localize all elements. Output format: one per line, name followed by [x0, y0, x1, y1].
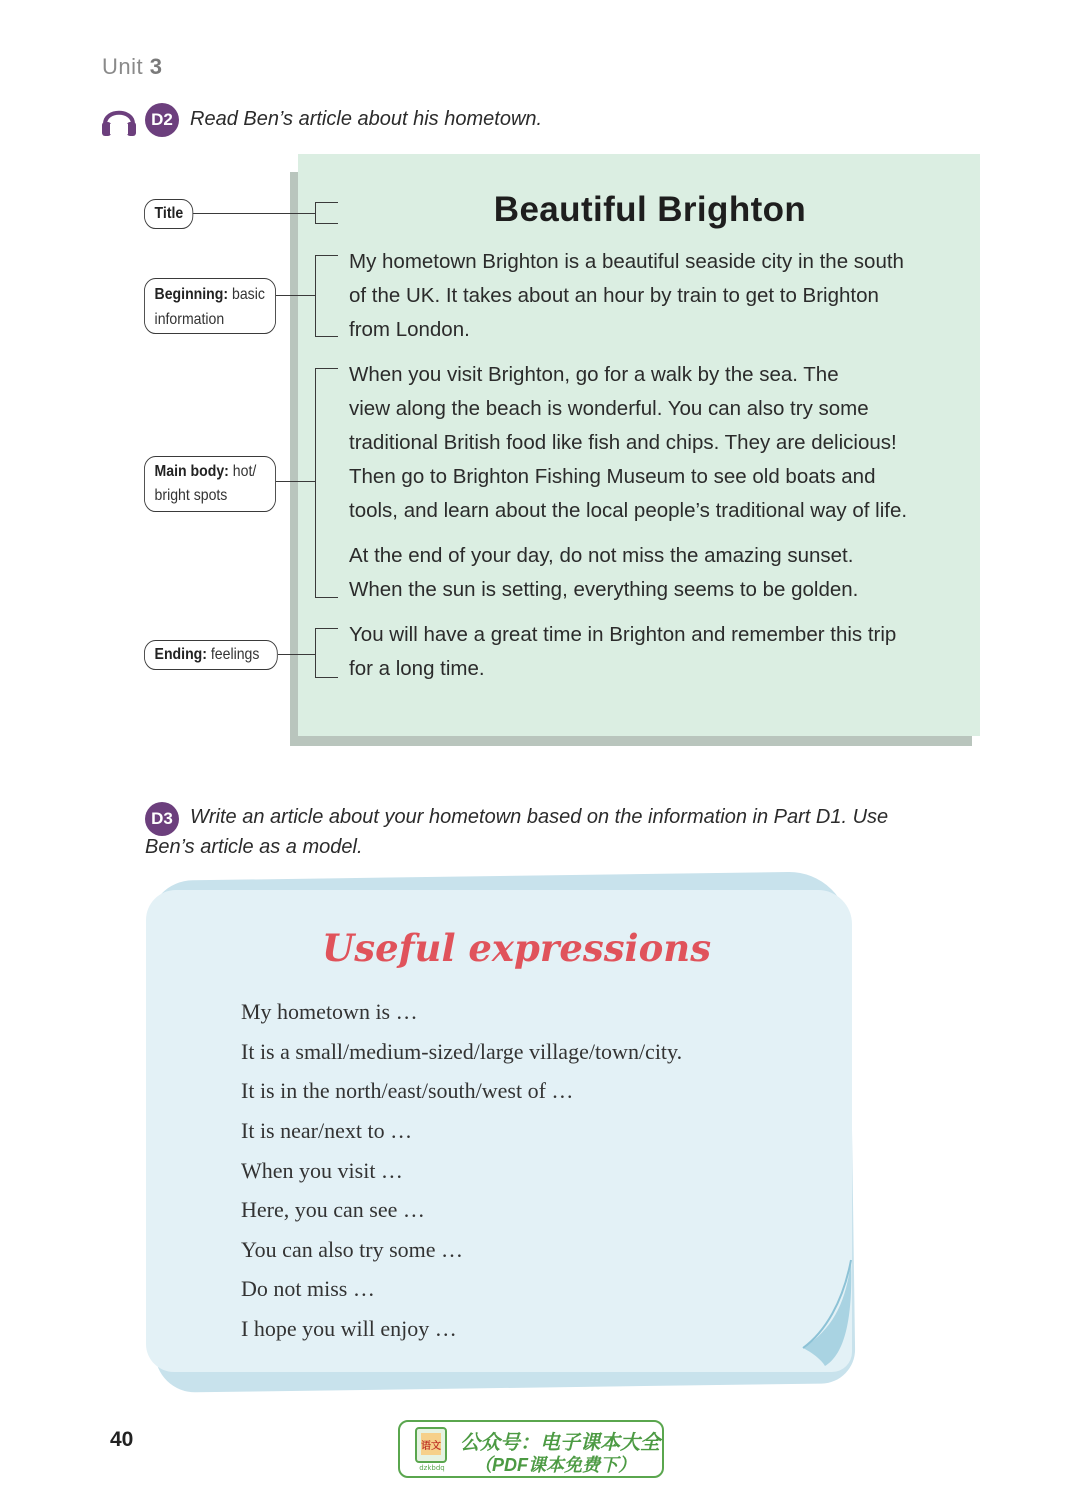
stamp-line1: 公众号：电子课本大全: [460, 1432, 660, 1454]
article-line: When you visit Brighton, go for a walk by the sea. The: [349, 363, 839, 386]
label-main-body-rest: hot/: [232, 463, 257, 480]
article-line: You will have a great time in Brighton and remember this trip: [349, 623, 897, 646]
beginning-bracket: [315, 255, 338, 337]
main-body-bracket: [315, 368, 338, 598]
unit-label: Unit: [102, 54, 144, 79]
label-main-body-bold: Main body:: [154, 463, 229, 480]
book-icon-text: 语文: [421, 1441, 441, 1452]
label-ending: [144, 640, 278, 670]
expression-item: My hometown is …: [241, 999, 418, 1024]
article-line: from London.: [349, 318, 470, 341]
label-main-body: [144, 456, 276, 512]
title-connector: [192, 213, 315, 214]
label-main-body-line1: [155, 460, 266, 484]
section-badge-d2: D2: [145, 103, 179, 137]
page-number: 40: [110, 1428, 134, 1451]
label-beginning-line2: information: [154, 311, 225, 328]
article-paragraph-beginning: [349, 245, 964, 347]
section-badge-d3: D3: [145, 802, 179, 836]
article-paragraph-body-1: [349, 358, 964, 528]
stamp-line2: （PDF课本免费下）: [474, 1455, 636, 1475]
label-beginning: [144, 278, 276, 334]
d3-instruction-line2: Ben’s article as a model.: [145, 836, 363, 858]
book-icon-caption: dzkbdq: [419, 1464, 445, 1472]
article-line: At the end of your day, do not miss the amazing sunset.: [349, 544, 854, 567]
article-line: traditional British food like fish and chips. They are delicious!: [349, 431, 897, 454]
expression-item: It is in the north/east/south/west of …: [241, 1078, 574, 1103]
expression-item: It is a small/medium-sized/large village/town/city.: [241, 1039, 683, 1064]
expression-item: When you visit …: [241, 1158, 403, 1183]
unit-heading: [102, 54, 163, 80]
headphones-icon: [100, 100, 138, 140]
expression-item: You can also try some …: [241, 1237, 464, 1262]
book-icon: [410, 1426, 454, 1472]
label-main-body-line2: bright spots: [154, 487, 228, 504]
beginning-connector: [274, 295, 315, 296]
label-ending-bold: Ending:: [154, 646, 207, 663]
d3-instruction-line1: Write an article about your hometown based on the information in Part D1. Use: [190, 806, 889, 828]
article-line: When the sun is setting, everything seems to be golden.: [349, 578, 859, 601]
unit-number: 3: [149, 54, 163, 79]
d2-instruction: Read Ben’s article about his hometown.: [190, 108, 543, 130]
expression-item: It is near/next to …: [241, 1118, 413, 1143]
label-title: [144, 199, 193, 229]
useful-expressions-title: Useful expressions: [322, 926, 712, 970]
title-bracket: [315, 202, 338, 224]
article-line: of the UK. It takes about an hour by train to get to Brighton: [349, 284, 879, 307]
article-paragraph-ending: [349, 618, 964, 686]
expression-item: Do not miss …: [241, 1276, 375, 1301]
label-title-text: Title: [154, 205, 184, 222]
ending-connector: [278, 654, 315, 655]
expression-item: I hope you will enjoy …: [241, 1316, 457, 1341]
article-line: Then go to Brighton Fishing Museum to see old boats and: [349, 465, 876, 488]
label-beginning-rest: basic: [232, 286, 265, 303]
ending-bracket: [315, 628, 338, 678]
label-beginning-bold: Beginning:: [154, 286, 229, 303]
label-beginning-line1: [155, 282, 266, 307]
article-title: Beautiful Brighton: [493, 190, 807, 229]
article-line: tools, and learn about the local people’s traditional way of life.: [349, 499, 908, 522]
article-line: for a long time.: [349, 657, 485, 680]
label-ending-rest: feelings: [210, 646, 260, 663]
article-line: view along the beach is wonderful. You can also try some: [349, 397, 869, 420]
article-paragraph-body-2: [349, 539, 964, 607]
main-body-connector: [274, 481, 315, 482]
expression-item: Here, you can see …: [241, 1197, 425, 1222]
article-line: My hometown Brighton is a beautiful seaside city in the south: [349, 250, 904, 273]
page-curl-decoration: [795, 1258, 855, 1368]
